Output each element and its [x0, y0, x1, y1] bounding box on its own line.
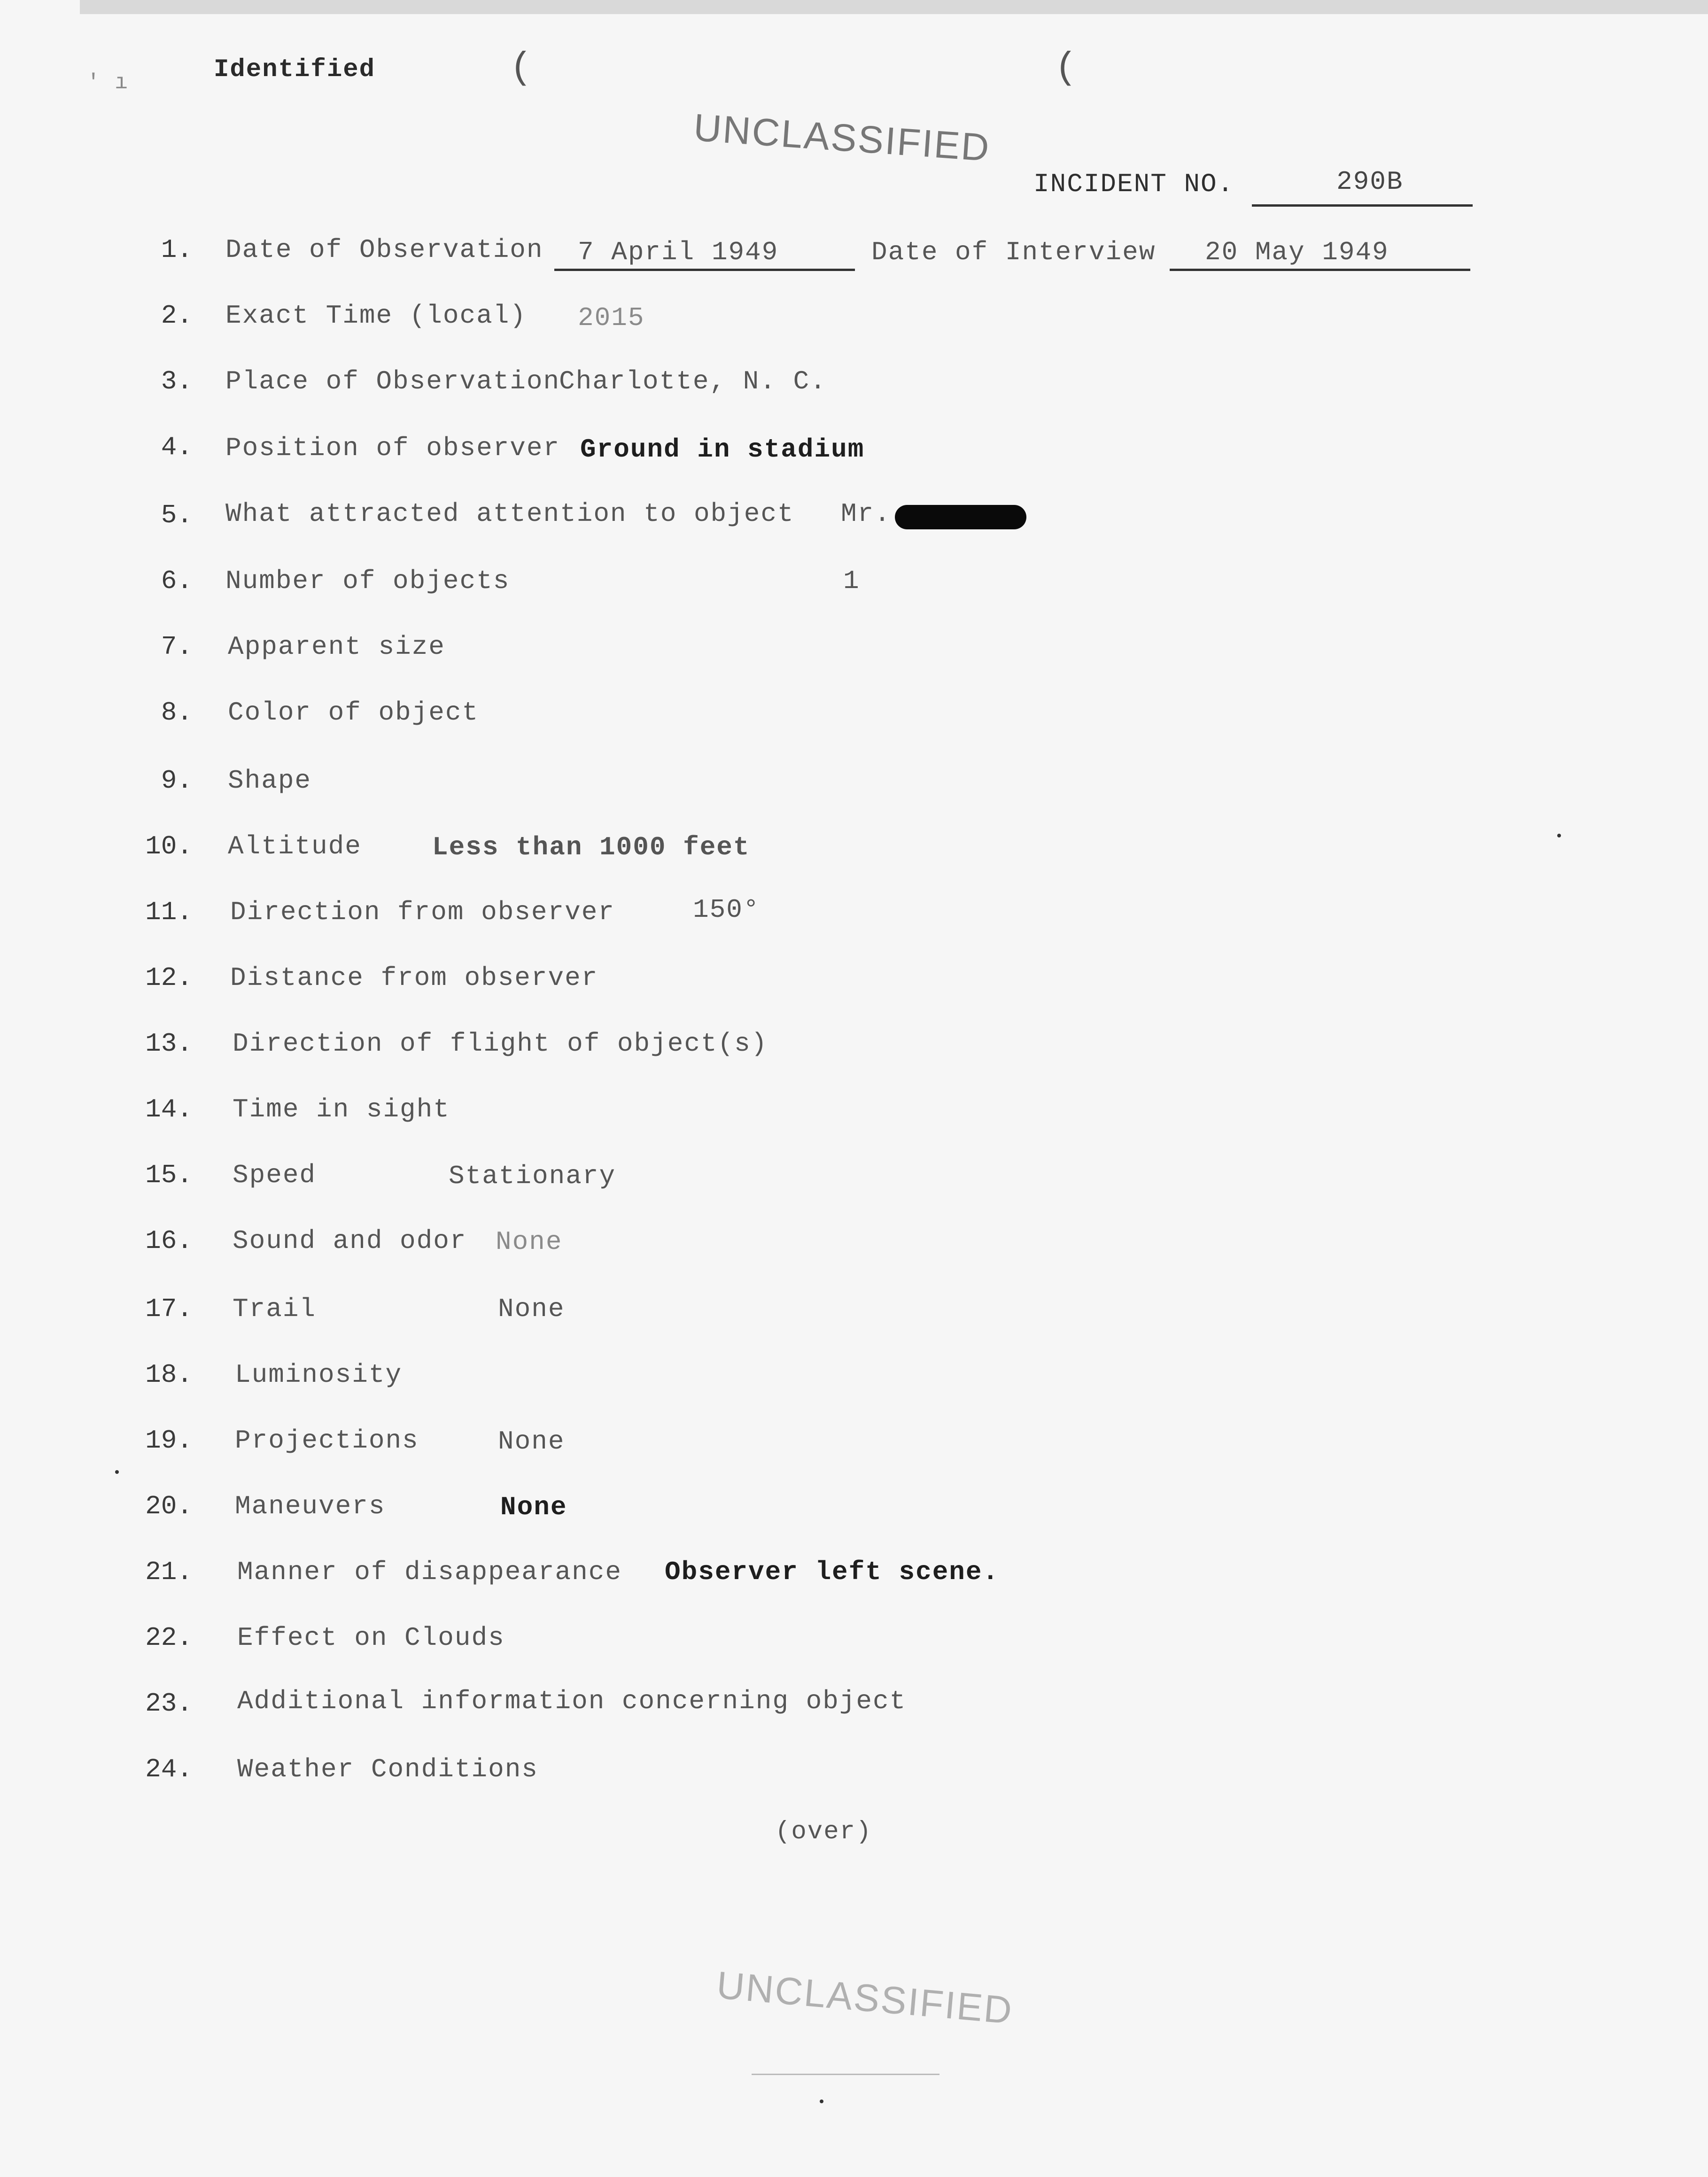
date-of-observation-label: Date of Observation [225, 235, 543, 265]
exact-time-value: 2015 [578, 303, 645, 333]
item-number: 12. [145, 963, 193, 993]
item-number: 18. [145, 1360, 193, 1390]
item-number: 10. [145, 831, 193, 861]
position-of-observer-value: Ground in stadium [580, 434, 865, 465]
sound-and-odor-value: None [496, 1227, 563, 1257]
maneuvers-value: None [500, 1492, 567, 1522]
item-number: 2. [161, 301, 193, 331]
item-number: 7. [161, 632, 193, 662]
apparent-size-label: Apparent size [228, 632, 445, 662]
direction-from-observer-value: 150° [693, 895, 760, 925]
date-of-interview-value: 20 May 1949 [1205, 237, 1389, 267]
item-number: 21. [145, 1557, 193, 1587]
date-of-observation-value: 7 April 1949 [578, 237, 779, 267]
item-number: 23. [145, 1689, 193, 1719]
effect-on-clouds-label: Effect on Clouds [237, 1623, 505, 1653]
status-identified: Identified [214, 55, 376, 84]
incident-number: 290B [1336, 167, 1404, 197]
luminosity-label: Luminosity [235, 1360, 403, 1390]
manner-of-disappearance-label: Manner of disappearance [237, 1557, 622, 1587]
manner-of-disappearance-value: Observer left scene. [665, 1557, 1000, 1587]
direction-of-flight-label: Direction of flight of object(s) [233, 1029, 768, 1059]
classification-stamp-top: UNCLASSIFIED [692, 106, 992, 170]
trail-value: None [498, 1294, 565, 1324]
projections-value: None [498, 1426, 565, 1456]
item-number: 24. [145, 1754, 193, 1784]
shape-label: Shape [228, 766, 312, 796]
sound-and-odor-label: Sound and odor [233, 1226, 467, 1256]
time-in-sight-label: Time in sight [233, 1094, 450, 1124]
date-of-interview-label: Date of Interview [871, 237, 1156, 267]
item-number: 19. [145, 1426, 193, 1456]
color-of-object-label: Color of object [228, 697, 479, 728]
item-number: 8. [161, 697, 193, 728]
date-of-observation-underline [554, 269, 855, 271]
item-number: 13. [145, 1029, 193, 1059]
paren-mark-left: ( [510, 47, 534, 90]
speck [820, 2100, 823, 2103]
altitude-label: Altitude [228, 831, 362, 861]
item-number: 9. [161, 766, 193, 796]
place-of-observation-value: Charlotte, N. C. [559, 366, 827, 396]
speck [115, 1470, 119, 1474]
position-of-observer-label: Position of observer [225, 433, 560, 463]
projections-label: Projections [235, 1426, 419, 1456]
item-number: 5. [161, 500, 193, 530]
margin-mark: ' ı [87, 70, 129, 95]
date-of-interview-underline [1170, 269, 1470, 271]
place-of-observation-label: Place of Observation [225, 366, 560, 396]
exact-time-label: Exact Time (local) [225, 301, 527, 331]
number-of-objects-label: Number of objects [225, 566, 510, 596]
item-number: 3. [161, 366, 193, 396]
footer-rule [752, 2074, 939, 2075]
distance-from-observer-label: Distance from observer [230, 963, 598, 993]
incident-underline [1252, 204, 1473, 207]
maneuvers-label: Maneuvers [235, 1491, 386, 1521]
item-number: 22. [145, 1623, 193, 1653]
item-number: 11. [145, 897, 193, 927]
what-attracted-attention-label: What attracted attention to object [225, 499, 794, 529]
item-number: 4. [161, 432, 193, 462]
scan-edge [80, 0, 1708, 14]
item-number: 1. [161, 235, 193, 265]
additional-information-label: Additional information concerning object [237, 1686, 907, 1716]
trail-label: Trail [233, 1294, 317, 1324]
item-number: 6. [161, 566, 193, 596]
altitude-value: Less than 1000 feet [432, 832, 750, 862]
incident-label: INCIDENT NO. [1033, 169, 1234, 199]
item-number: 16. [145, 1226, 193, 1256]
what-attracted-attention-value: Mr. [841, 499, 891, 529]
paren-mark-right: ( [1055, 47, 1079, 90]
speed-value: Stationary [449, 1161, 616, 1191]
speed-label: Speed [233, 1160, 317, 1190]
item-number: 14. [145, 1094, 193, 1124]
item-number: 20. [145, 1491, 193, 1521]
over-note: (over) [775, 1818, 872, 1846]
item-number: 15. [145, 1160, 193, 1190]
weather-conditions-label: Weather Conditions [237, 1754, 538, 1784]
item-number: 17. [145, 1294, 193, 1324]
redaction-mark [895, 505, 1026, 529]
speck [1557, 834, 1561, 837]
direction-from-observer-label: Direction from observer [230, 897, 615, 927]
number-of-objects-value: 1 [843, 566, 860, 596]
classification-stamp-bottom: UNCLASSIFIED [714, 1963, 1015, 2032]
